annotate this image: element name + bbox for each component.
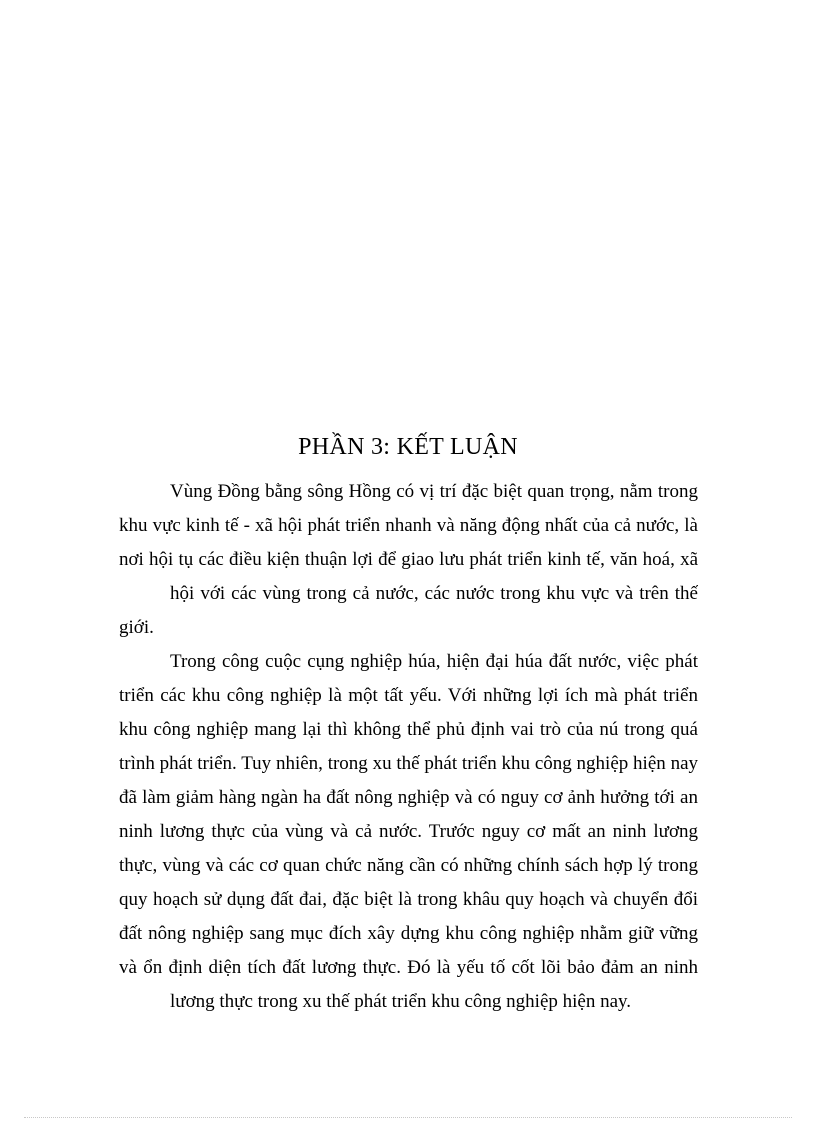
paragraph-1-line-1: Vùng Đồng bằng sông Hồng có vị trí đặc biệt quan trọng, nằm trong [170, 481, 698, 502]
page-bottom-divider [24, 1117, 792, 1118]
paragraph-1-line-2: khu vực kinh tế - xã hội phát triển nhanh và năng động nhất của cả nước, là [119, 515, 698, 536]
section-heading: PHẦN 3: KẾT LUẬN [298, 434, 518, 460]
paragraph-2-line-5: đã làm giảm hàng ngàn ha đất nông nghiệp và có nguy cơ ảnh hưởng tới an [119, 787, 698, 808]
paragraph-2-line-7: thực, vùng và các cơ quan chức năng cần có những chính sách hợp lý trong [119, 855, 698, 876]
paragraph-2-line-11: lương thực trong xu thế phát triển khu công nghiệp hiện nay. [170, 991, 632, 1012]
paragraph-2-line-10: và ổn định diện tích đất lương thực. Đó là yếu tố cốt lõi bảo đảm an ninh [119, 957, 698, 978]
paragraph-2-line-9: đất nông nghiệp sang mục đích xây dựng khu công nghiệp nhằm giữ vững [119, 923, 698, 944]
paragraph-2-line-2: triển các khu công nghiệp là một tất yếu. Với những lợi ích mà phát triển [119, 685, 698, 706]
paragraph-1-line-5: giới. [119, 617, 154, 638]
paragraph-2-line-6: ninh lương thực của vùng và cả nước. Trước nguy cơ mất an ninh lương [119, 821, 698, 842]
paragraph-2-line-8: quy hoạch sử dụng đất đai, đặc biệt là trong khâu quy hoạch và chuyển đổi [119, 889, 698, 910]
paragraph-2-line-3: khu công nghiệp mang lại thì không thể phủ định vai trò của nú trong quá [119, 719, 698, 740]
paragraph-2-line-4: trình phát triển. Tuy nhiên, trong xu thế phát triển khu công nghiệp hiện nay [119, 753, 698, 774]
paragraph-1-line-3: nơi hội tụ các điều kiện thuận lợi để giao lưu phát triển kinh tế, văn hoá, xã [119, 549, 698, 570]
paragraph-2-line-1: Trong công cuộc cụng nghiệp húa, hiện đại húa đất nước, việc phát [170, 651, 698, 672]
paragraph-1-line-4: hội với các vùng trong cả nước, các nước trong khu vực và trên thế [170, 583, 698, 604]
